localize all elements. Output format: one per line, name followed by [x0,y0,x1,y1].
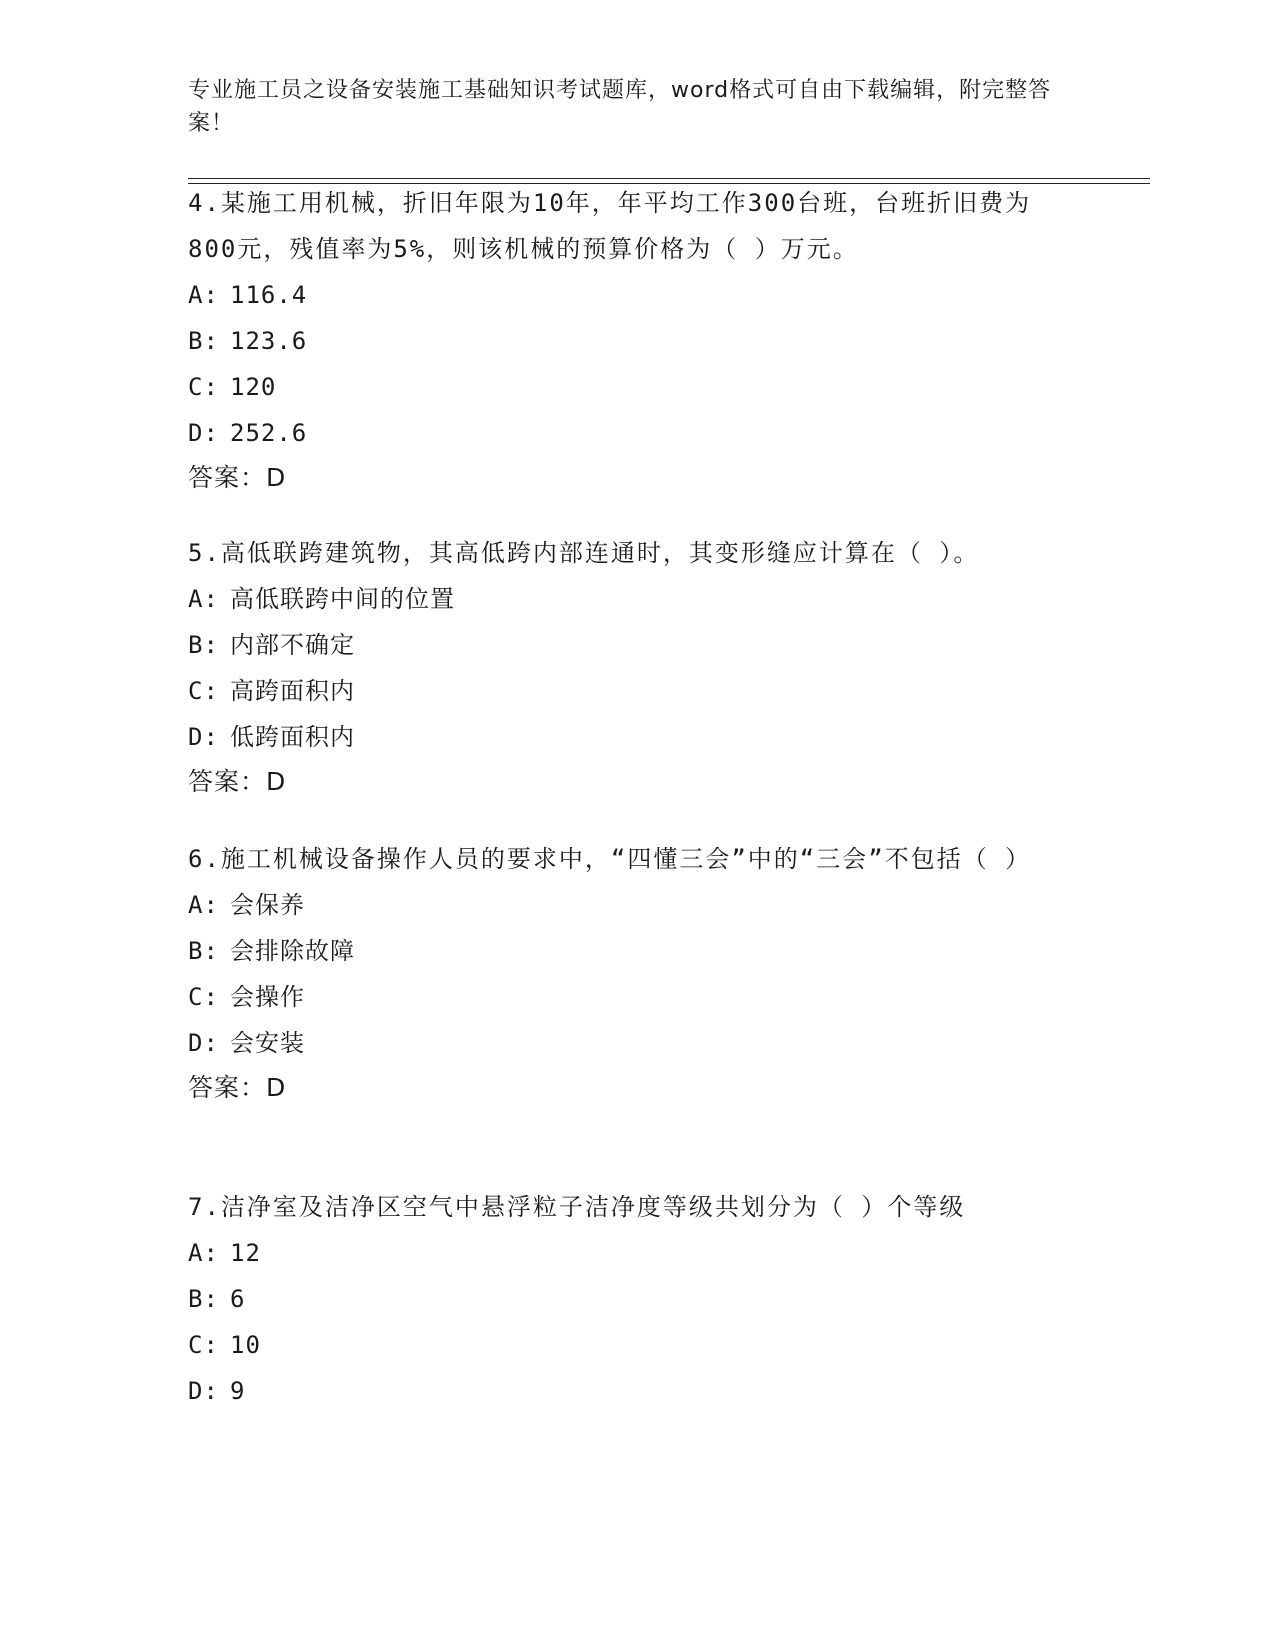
option-label: B: [188,327,219,355]
option-text: 12 [230,1239,261,1267]
option-b [188,928,1088,974]
option-b [188,1276,1088,1322]
option-a [188,576,1088,622]
option-text: 高低联跨中间的位置 [230,585,455,613]
option-label: C: [188,373,219,401]
option-label: B: [188,937,219,965]
question-stem: 7.洁净室及洁净区空气中悬浮粒子洁净度等级共划分为（ ）个等级 [188,1193,966,1221]
option-text: 内部不确定 [230,631,355,659]
option-text: 10 [230,1331,261,1359]
option-a [188,272,1088,318]
question-6 [188,836,1088,1110]
answer-line: 答案：D [188,767,287,796]
option-a [188,1230,1088,1276]
option-b [188,318,1088,364]
question-stem: 4.某施工用机械，折旧年限为10年，年平均工作300台班，台班折旧费为800元，残值率为5%，则该机械的预算价格为（ ）万元。 [188,189,1032,263]
option-d [188,714,1088,760]
option-text: 会排除故障 [230,937,355,965]
question-stem: 6.施工机械设备操作人员的要求中，“四懂三会”中的“三会”不包括（ ） [188,845,1032,873]
option-d [188,1020,1088,1066]
option-text: 低跨面积内 [230,723,355,751]
option-label: D: [188,1029,219,1057]
question-7 [188,1184,1088,1414]
option-label: D: [188,1377,219,1405]
header-divider-top [188,178,1150,179]
option-label: C: [188,983,219,1011]
option-text: 会安装 [230,1029,305,1057]
option-text: 会保养 [230,891,305,919]
option-label: A: [188,891,219,919]
option-c [188,364,1088,410]
option-text: 会操作 [230,983,305,1011]
option-d [188,1368,1088,1414]
option-label: C: [188,677,219,705]
option-label: A: [188,1239,219,1267]
answer-line: 答案：D [188,1073,287,1102]
option-text: 6 [230,1285,246,1313]
option-label: B: [188,1285,219,1313]
option-label: A: [188,585,219,613]
option-a [188,882,1088,928]
question-4 [188,180,1088,500]
option-b [188,622,1088,668]
option-c [188,668,1088,714]
option-c [188,974,1088,1020]
question-stem: 5.高低联跨建筑物，其高低跨内部连通时，其变形缝应计算在（ ）。 [188,539,980,567]
answer-line: 答案：D [188,463,287,492]
option-text: 高跨面积内 [230,677,355,705]
option-label: A: [188,281,219,309]
option-text: 252.6 [230,419,308,447]
document-header: 专业施工员之设备安装施工基础知识考试题库，word格式可自由下载编辑，附完整答案！ [188,78,1052,136]
option-text: 116.4 [230,281,308,309]
option-label: C: [188,1331,219,1359]
option-text: 9 [230,1377,246,1405]
option-label: D: [188,723,219,751]
option-c [188,1322,1088,1368]
question-5 [188,530,1088,804]
option-label: D: [188,419,219,447]
option-text: 120 [230,373,277,401]
option-d [188,410,1088,456]
option-label: B: [188,631,219,659]
option-text: 123.6 [230,327,308,355]
